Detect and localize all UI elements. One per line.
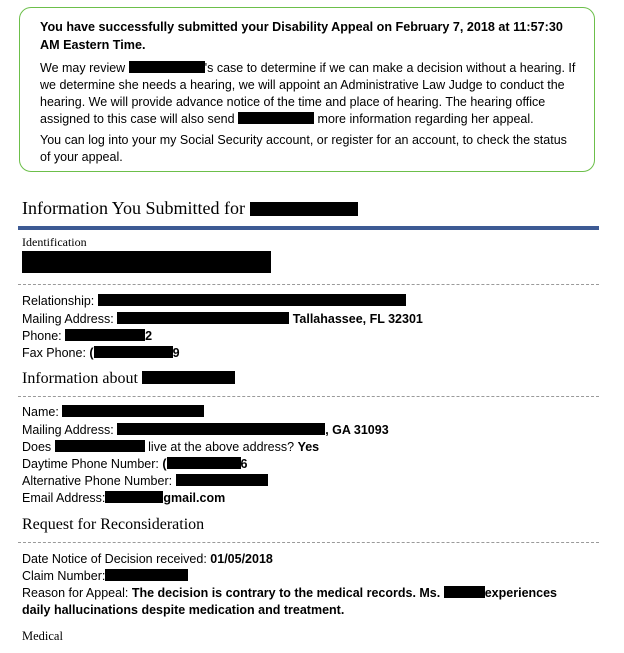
redacted-claim-number xyxy=(105,569,188,581)
mailing-address-row: Mailing Address: Tallahassee, FL 32301 xyxy=(22,312,423,326)
notice-date-row: Date Notice of Decision received: 01/05/2018 xyxy=(22,552,273,566)
redacted-phone xyxy=(176,474,268,486)
about-mailing-row: Mailing Address: , GA 31093 xyxy=(22,423,389,437)
live-at-address-row: Does live at the above address? Yes xyxy=(22,440,320,454)
redacted-name xyxy=(62,405,204,417)
redacted-phone xyxy=(65,329,145,341)
identification-label: Identification xyxy=(22,235,87,249)
daytime-phone-row: Daytime Phone Number: ( 6 xyxy=(22,457,248,471)
confirmation-text-a: We may review xyxy=(40,61,126,75)
relationship-row: Relationship: xyxy=(22,294,406,309)
status-paragraph: You can log into your my Social Security account, or register for an account, to check the status of your appeal. xyxy=(40,133,567,164)
reason-row-continued: daily hallucinations despite medication and treatment. xyxy=(22,603,345,617)
dashed-divider xyxy=(18,284,599,285)
dashed-divider xyxy=(18,396,599,397)
reconsideration-section-title: Request for Reconsideration xyxy=(22,516,205,533)
redacted-name xyxy=(142,371,235,384)
fax-row: Fax Phone: ( 9 xyxy=(22,346,180,360)
claim-number-row: Claim Number: xyxy=(22,569,188,584)
redacted-name xyxy=(444,586,485,598)
name-row: Name: xyxy=(22,405,204,420)
section-divider xyxy=(18,226,599,230)
redacted-address xyxy=(117,423,325,435)
confirmation-paragraph xyxy=(40,60,580,128)
redacted-email xyxy=(105,491,163,503)
redacted-address xyxy=(117,312,289,324)
confirmation-text-b: 's case to determine if we can make a decision without a hearing. If we determine she needs a hearing, we will appoint an Administrative Law Judge to conduct the hearing. We will provide advance notice of the time and place of hearing. The hearing office assigned to this case will also send xyxy=(40,61,576,126)
redacted-phone xyxy=(167,457,241,469)
confirmation-box xyxy=(19,7,595,172)
redacted-name xyxy=(129,61,205,73)
redacted-name xyxy=(55,440,145,452)
alt-phone-row: Alternative Phone Number: xyxy=(22,474,268,489)
phone-row: Phone: 2 xyxy=(22,329,153,343)
submitted-section-title: Information You Submitted for xyxy=(22,198,358,219)
about-section-title: Information about xyxy=(22,370,235,388)
reason-row: Reason for Appeal: The decision is contrary to the medical records. Ms. experiences xyxy=(22,586,558,600)
redacted-fax xyxy=(94,346,173,358)
redacted-name xyxy=(250,202,358,216)
medical-label: Medical xyxy=(22,629,63,643)
redacted-name xyxy=(238,112,314,124)
redacted-identification xyxy=(22,251,271,273)
confirmation-text-c: more information regarding her appeal. xyxy=(317,112,534,126)
redacted-relationship xyxy=(98,294,406,306)
dashed-divider xyxy=(18,542,599,543)
confirmation-headline: You have successfully submitted your Disability Appeal on February 7, 2018 at 11:57:30 AM Eastern Time. xyxy=(40,20,563,52)
email-row: Email Address: gmail.com xyxy=(22,491,226,505)
